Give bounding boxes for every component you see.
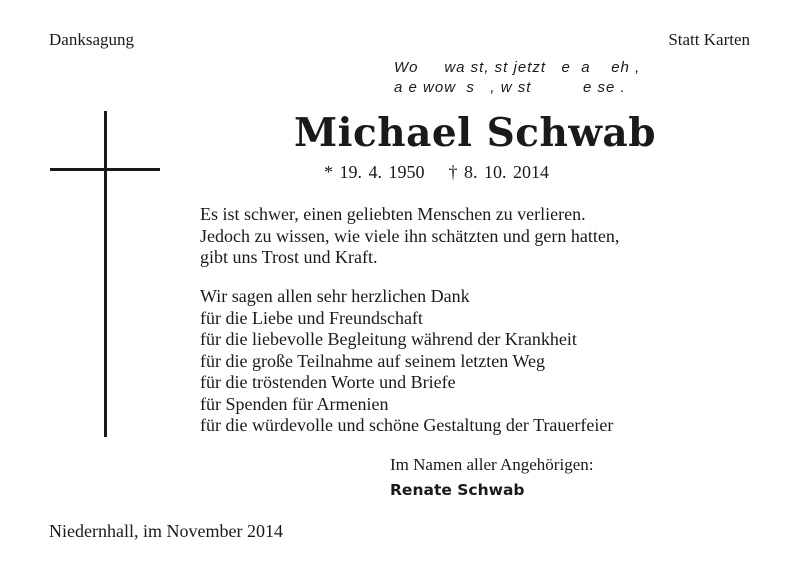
death-date: † 8. 10. 2014 xyxy=(448,162,549,182)
motto-line-1: Wo wa st, st jetzt e a eh , xyxy=(394,59,641,76)
motto-line-2: a e wow s , w st e se . xyxy=(394,79,626,96)
thanks-paragraph xyxy=(200,286,613,437)
paragraph-line: für die liebevolle Begleitung während der Krankheit xyxy=(200,329,577,349)
place-date: Niedernhall, im November 2014 xyxy=(49,521,283,541)
paragraph-line: für die große Teilnahme auf seinem letzten Weg xyxy=(200,350,545,371)
opening-paragraph xyxy=(200,204,619,269)
signoff-intro: Im Namen aller Angehörigen: xyxy=(390,455,594,474)
paragraph-line: Jedoch zu wissen, wie viele ihn schätzten und gern hatten, xyxy=(200,225,620,246)
paragraph-line: für die tröstenden Worte und Briefe xyxy=(200,372,456,392)
paragraph-line: für die Liebe und Freundschaft xyxy=(200,307,423,328)
cross-horizontal-bar xyxy=(50,168,160,171)
birth-date: * 19. 4. 1950 xyxy=(324,162,425,182)
header-right-label: Statt Karten xyxy=(668,30,750,49)
paragraph-line: Wir sagen allen sehr herzlichen Dank xyxy=(200,286,470,306)
cross-vertical-bar xyxy=(104,111,107,437)
life-dates xyxy=(324,162,549,183)
paragraph-line: für die würdevolle und schöne Gestaltung der Trauerfeier xyxy=(200,415,614,435)
paragraph-line: für Spenden für Armenien xyxy=(200,393,389,414)
deceased-name: Michael Schwab xyxy=(294,110,656,156)
signoff-name: Renate Schwab xyxy=(390,481,525,499)
header-left-label: Danksagung xyxy=(49,30,134,49)
paragraph-line: gibt uns Trost und Kraft. xyxy=(200,247,378,267)
paragraph-line: Es ist schwer, einen geliebten Menschen zu verlieren. xyxy=(200,204,586,224)
